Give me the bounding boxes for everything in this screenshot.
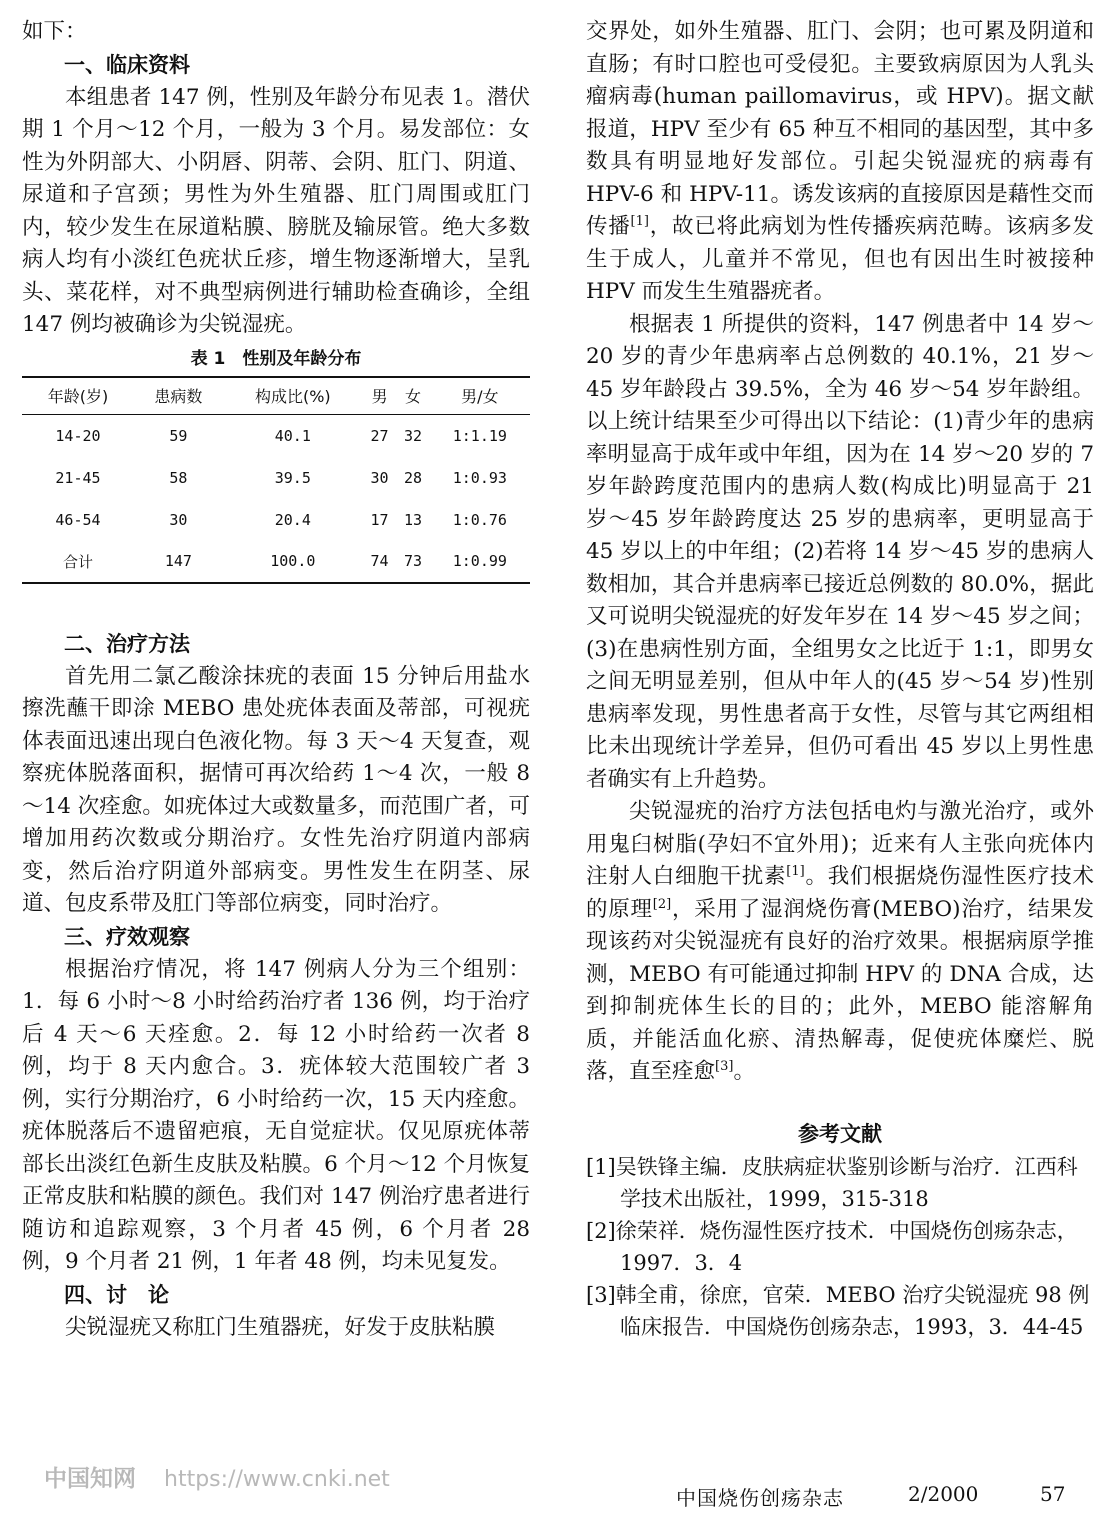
- citation-marker: [2]: [652, 896, 672, 912]
- paragraph-text: ，采用了湿润烧伤膏(MEBO)治疗，结果发现该药对尖锐湿疣有良好的治疗效果。根据病原学推测，MEBO 有可能通过抑制 HPV 的 DNA 合成，达到抑制疣体生长的目的；此外，MEBO 能溶解角质，并能活血化瘀、清热解毒，促使疣体糜烂、脱落，直至痊愈: [586, 896, 1094, 1084]
- section-text-efficacy: 根据治疗情况，将 147 例病人分为三个组别：1．每 6 小时～8 小时给药治疗者 136 例，均于治疗后 4 天～6 天痊愈。2．每 12 小时给药一次者 8 例，均于 8 天内愈合。3．疣体较大范围较广者 3 例，实行分期治疗，6 小时给药一次，15 天内痊愈。疣体脱落后不遗留疤痕，无自觉症状。仅见原疣体蒂部长出淡红色新生皮肤及粘膜。6 个月～12 个月恢复正常皮肤和粘膜的颜色。我们对 147 例治疗患者进行随访和追踪观察，3 个月者 45 例，6 个月者 28 例，9 个月者 21 例，1 年者 48 例，均未见复发。: [22, 956, 530, 1274]
- cnki-watermark: [44, 1460, 390, 1493]
- reference-item: [1]吴铁锋主编．皮肤病症状鉴别诊断与治疗．江西科学技术出版社，1999，315-318: [586, 1154, 1078, 1211]
- table-header-cell: 年龄(岁): [22, 377, 134, 415]
- table-header-cell: 女: [396, 377, 429, 415]
- table-header-cell: 男: [363, 377, 396, 415]
- table-cell: 39.5: [274, 468, 311, 487]
- references-title: 参考文献: [798, 1121, 882, 1146]
- table-row: [22, 415, 530, 457]
- intro-text: 如下：: [22, 19, 87, 44]
- paragraph-text: 交界处，如外生殖器、肛门、会阴；也可累及阴道和直肠；有时口腔也可受侵犯。主要致病原因为人乳头瘤病毒(human paillomavirus，或 HPV)。据文献报道，HPV 至少有 65 种互不相同的基因型，其中多数具有明显地好发部位。引起尖锐湿疣的病毒有 HPV-6 和 HPV-11。诱发该病的直接原因是藉性交而传播: [586, 19, 1094, 239]
- table-cell: 1:0.99: [430, 541, 530, 583]
- footer-journal-name: 中国烧伤创疡杂志: [676, 1486, 844, 1510]
- citation-marker: [1]: [630, 213, 649, 229]
- table-total-row: [22, 541, 530, 583]
- table-cell: 21-45: [55, 468, 101, 487]
- table-cell: 17: [370, 510, 389, 529]
- section-heading-clinical-data: 一、临床资料: [64, 52, 190, 77]
- table-header-row: [22, 377, 530, 415]
- table-cell: 58: [169, 468, 188, 487]
- table-cell: 40.1: [274, 426, 311, 445]
- paragraph-text: ，故已将此病划为性传播疾病范畴。该病多发生于成人，儿童并不常见，但也有因出生时被接种 HPV 而发生生殖器疣者。: [586, 214, 1094, 304]
- right-column: [586, 16, 1094, 1343]
- table-cell: 74: [363, 541, 396, 583]
- age-sex-table: [22, 376, 530, 584]
- footer-page-number: 57: [1040, 1482, 1066, 1506]
- table-cell: 28: [403, 468, 423, 487]
- table-cell: 1:1.19: [452, 426, 507, 445]
- paragraph-text: 。我们根据烧伤湿性医疗技术的原理: [586, 864, 1094, 922]
- table-cell: 59: [169, 426, 188, 445]
- table-row: [22, 499, 530, 541]
- discussion-paragraph-3: [586, 796, 1094, 1089]
- section-text-clinical-data: 本组患者 147 例，性别及年龄分布见表 1。潜伏期 1 个月～12 个月，一般为 3 个月。易发部位：女性为外阴部大、小阴唇、阴蒂、会阴、肛门、阴道、尿道和子宫颈；男性为外生殖器、肛门周围或肛门内，较少发生在尿道粘膜、膀胱及输尿管。绝大多数病人均有小淡红色疣状丘疹，增生物逐渐增大，呈乳头、菜花样，对不典型病例进行辅助检查确诊，全组 147 例均被确诊为尖锐湿疣。: [22, 84, 530, 337]
- table-header-cell: 男/女: [430, 377, 530, 415]
- section-heading-efficacy: 三、疗效观察: [64, 924, 190, 949]
- table-cell: 14-20: [55, 426, 101, 445]
- reference-item: [3]韩全甫，徐庶，官荣．MEBO 治疗尖锐湿疣 98 例临床报告．中国烧伤创疡杂志，1993，3．44-45: [586, 1282, 1090, 1339]
- table-cell: 30: [169, 510, 188, 529]
- table-cell: 73: [396, 541, 429, 583]
- paragraph-text: 。: [733, 1059, 755, 1084]
- table-row: [22, 457, 530, 499]
- table-cell: 27: [370, 426, 389, 445]
- table-cell: 1:0.93: [452, 468, 507, 487]
- section-text-discussion: 尖锐湿疣又称肛门生殖器疣，好发于皮肤粘膜: [65, 1314, 496, 1340]
- table-header-cell: 构成比(%): [223, 377, 363, 415]
- table-title: 表 1 性别及年龄分布: [190, 348, 362, 369]
- section-heading-treatment: 二、治疗方法: [64, 631, 190, 656]
- table-cell: 46-54: [55, 510, 101, 529]
- citation-marker: [1]: [786, 863, 805, 879]
- paragraph-text: 尖锐湿疣的治疗方法包括电灼与激光治疗，或外用鬼臼树脂(孕妇不宜外用)；近来有人主张向疣体内注射人白细胞干扰素: [586, 799, 1094, 889]
- footer-issue: 2/2000: [908, 1482, 979, 1506]
- table-cell: 100.0: [223, 541, 363, 583]
- section-text-treatment: 首先用二氯乙酸涂抹疣的表面 15 分钟后用盐水擦洗蘸干即涂 MEBO 患处疣体表面及蒂部，可视疣体表面迅速出现白色液化物。每 3 天～4 天复查，观察疣体脱落面积，据情可再次给药 1～4 次，一般 8～14 次痊愈。如疣体过大或数量多，而范围广者，可增加用药次数或分期治疗。女性先治疗阴道内部病变，然后治疗阴道外部病变。男性发生在阴茎、尿道、包皮系带及肛门等部位病变，同时治疗。: [22, 663, 530, 916]
- table-header-cell: 患病数: [134, 377, 223, 415]
- discussion-paragraph-2: 根据表 1 所提供的资料，147 例患者中 14 岁～20 岁的青少年患病率占总例数的 40.1%，21 岁～45 岁年龄段占 39.5%，全为 46 岁～54 岁年龄组。以上统计结果至少可得出以下结论：(1)青少年的患病率明显高于成年或中年组，因为在 14 岁～20 岁的 7 岁年龄跨度范围内的患病人数(构成比)明显高于 21 岁～45 岁年龄跨度达 25 岁的患病率，更明显高于 45 岁以上的中年组；(2)若将 14 岁～45 岁的患病人数相加，其合并患病率已接近总例数的 80.0%，据此又可说明尖锐湿疣的好发年岁在 14 岁～45 岁之间；(3)在患病性别方面，全组男女之比近于 1:1，即男女之间无明显差别，但从中年人的(45 岁～54 岁)性别患病率发现，男性患者高于女性，尽管与其它两组相比未出现统计学差异，但仍可看出 45 岁以上男性患者确实有上升趋势。: [586, 311, 1094, 792]
- cnki-logo: 中国知网: [44, 1466, 136, 1492]
- table-cell: 30: [370, 468, 389, 487]
- section-heading-discussion: 四、讨 论: [64, 1282, 169, 1307]
- table-cell: 32: [403, 426, 423, 445]
- left-column: [22, 16, 530, 1344]
- citation-marker: [3]: [715, 1058, 734, 1074]
- table-cell: 20.4: [274, 510, 311, 529]
- discussion-paragraph-1: [586, 16, 1094, 309]
- reference-item: [2]徐荣祥．烧伤湿性医疗技术．中国烧伤创疡杂志，1997．3．4: [586, 1218, 1078, 1275]
- table-cell: 13: [403, 510, 423, 529]
- table-cell: 147: [134, 541, 223, 583]
- cnki-url-link[interactable]: https://www.cnki.net: [164, 1467, 390, 1492]
- table-cell: 合计: [22, 541, 134, 583]
- table-cell: 1:0.76: [452, 510, 507, 529]
